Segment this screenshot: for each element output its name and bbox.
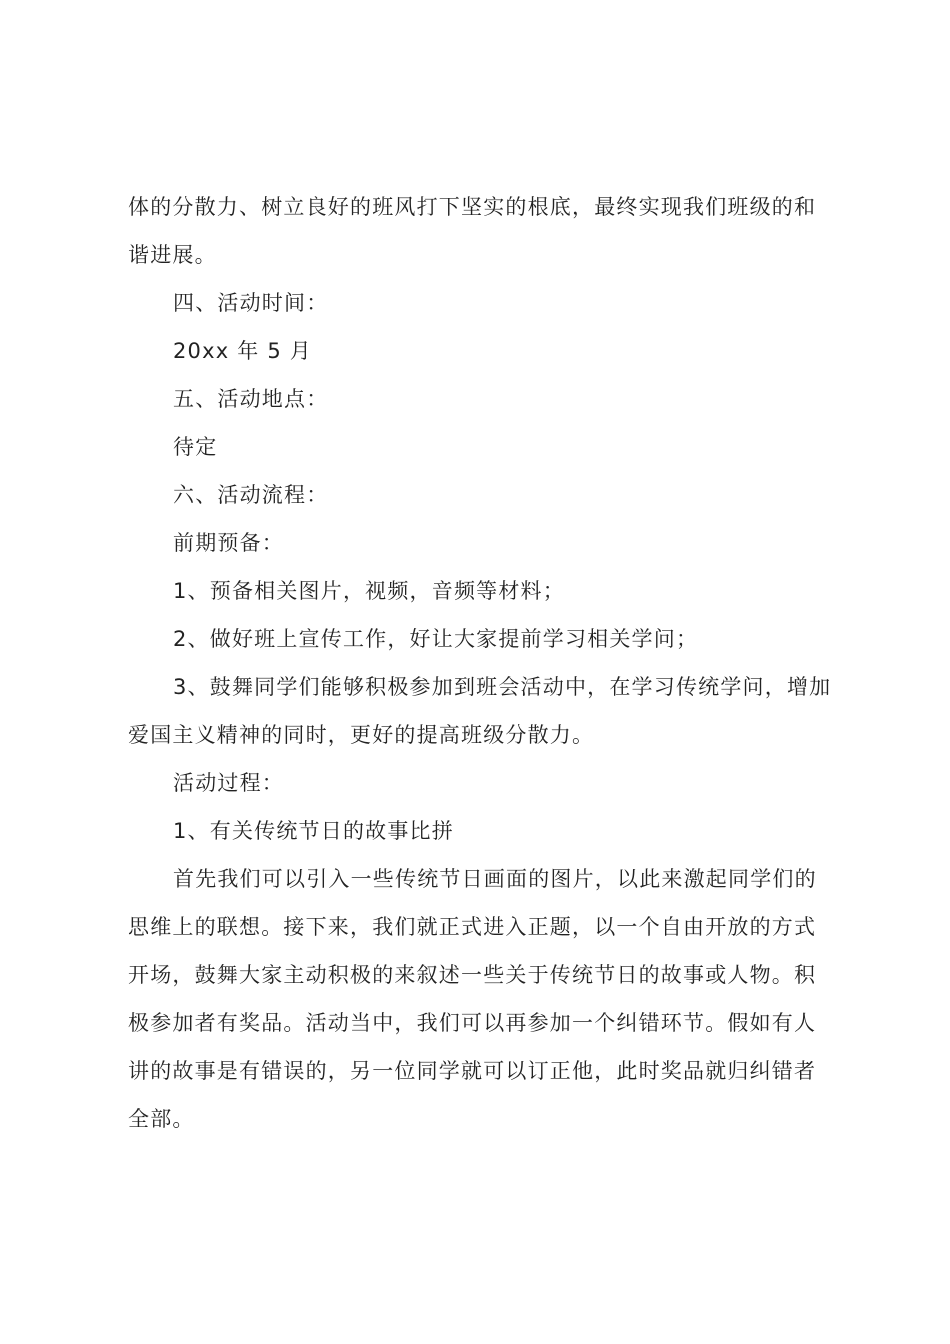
section-heading-process: 六、活动流程： [173,483,329,507]
section-heading-time: 四、活动时间： [173,291,329,315]
section-heading-location: 五、活动地点： [173,387,329,411]
list-item: 1、预备相关图片，视频，音频等材料； [173,579,565,603]
document-body [128,183,833,1143]
list-item: 3、鼓舞同学们能够积极参加到班会活动中，在学习传统学问，增加爱国主义精神的同时，更好的提高班级分散力。 [128,675,832,747]
subheading-activity-process: 活动过程： [173,771,284,795]
paragraph: 首先我们可以引入一些传统节日画面的图片，以此来激起同学们的思维上的联想。接下来，我们就正式进入正题，以一个自由开放的方式开场，鼓舞大家主动积极的来叙述一些关于传统节日的故事或人物。积极参加者有奖品。活动当中，我们可以再参加一个纠错环节。假如有人讲的故事是有错误的，另一位同学就可以订正他，此时奖品就归纠错者全部。 [128,867,817,1131]
list-item: 2、做好班上宣传工作，好让大家提前学习相关学问； [173,627,699,651]
list-item: 1、有关传统节日的故事比拼 [173,819,454,843]
paragraph-location: 待定 [173,435,218,459]
paragraph: 体的分散力、树立良好的班风打下坚实的根底，最终实现我们班级的和谐进展。 [128,195,817,267]
paragraph-date: 20xx 年 5 月 [173,339,312,363]
subheading-preparation: 前期预备： [173,531,284,555]
